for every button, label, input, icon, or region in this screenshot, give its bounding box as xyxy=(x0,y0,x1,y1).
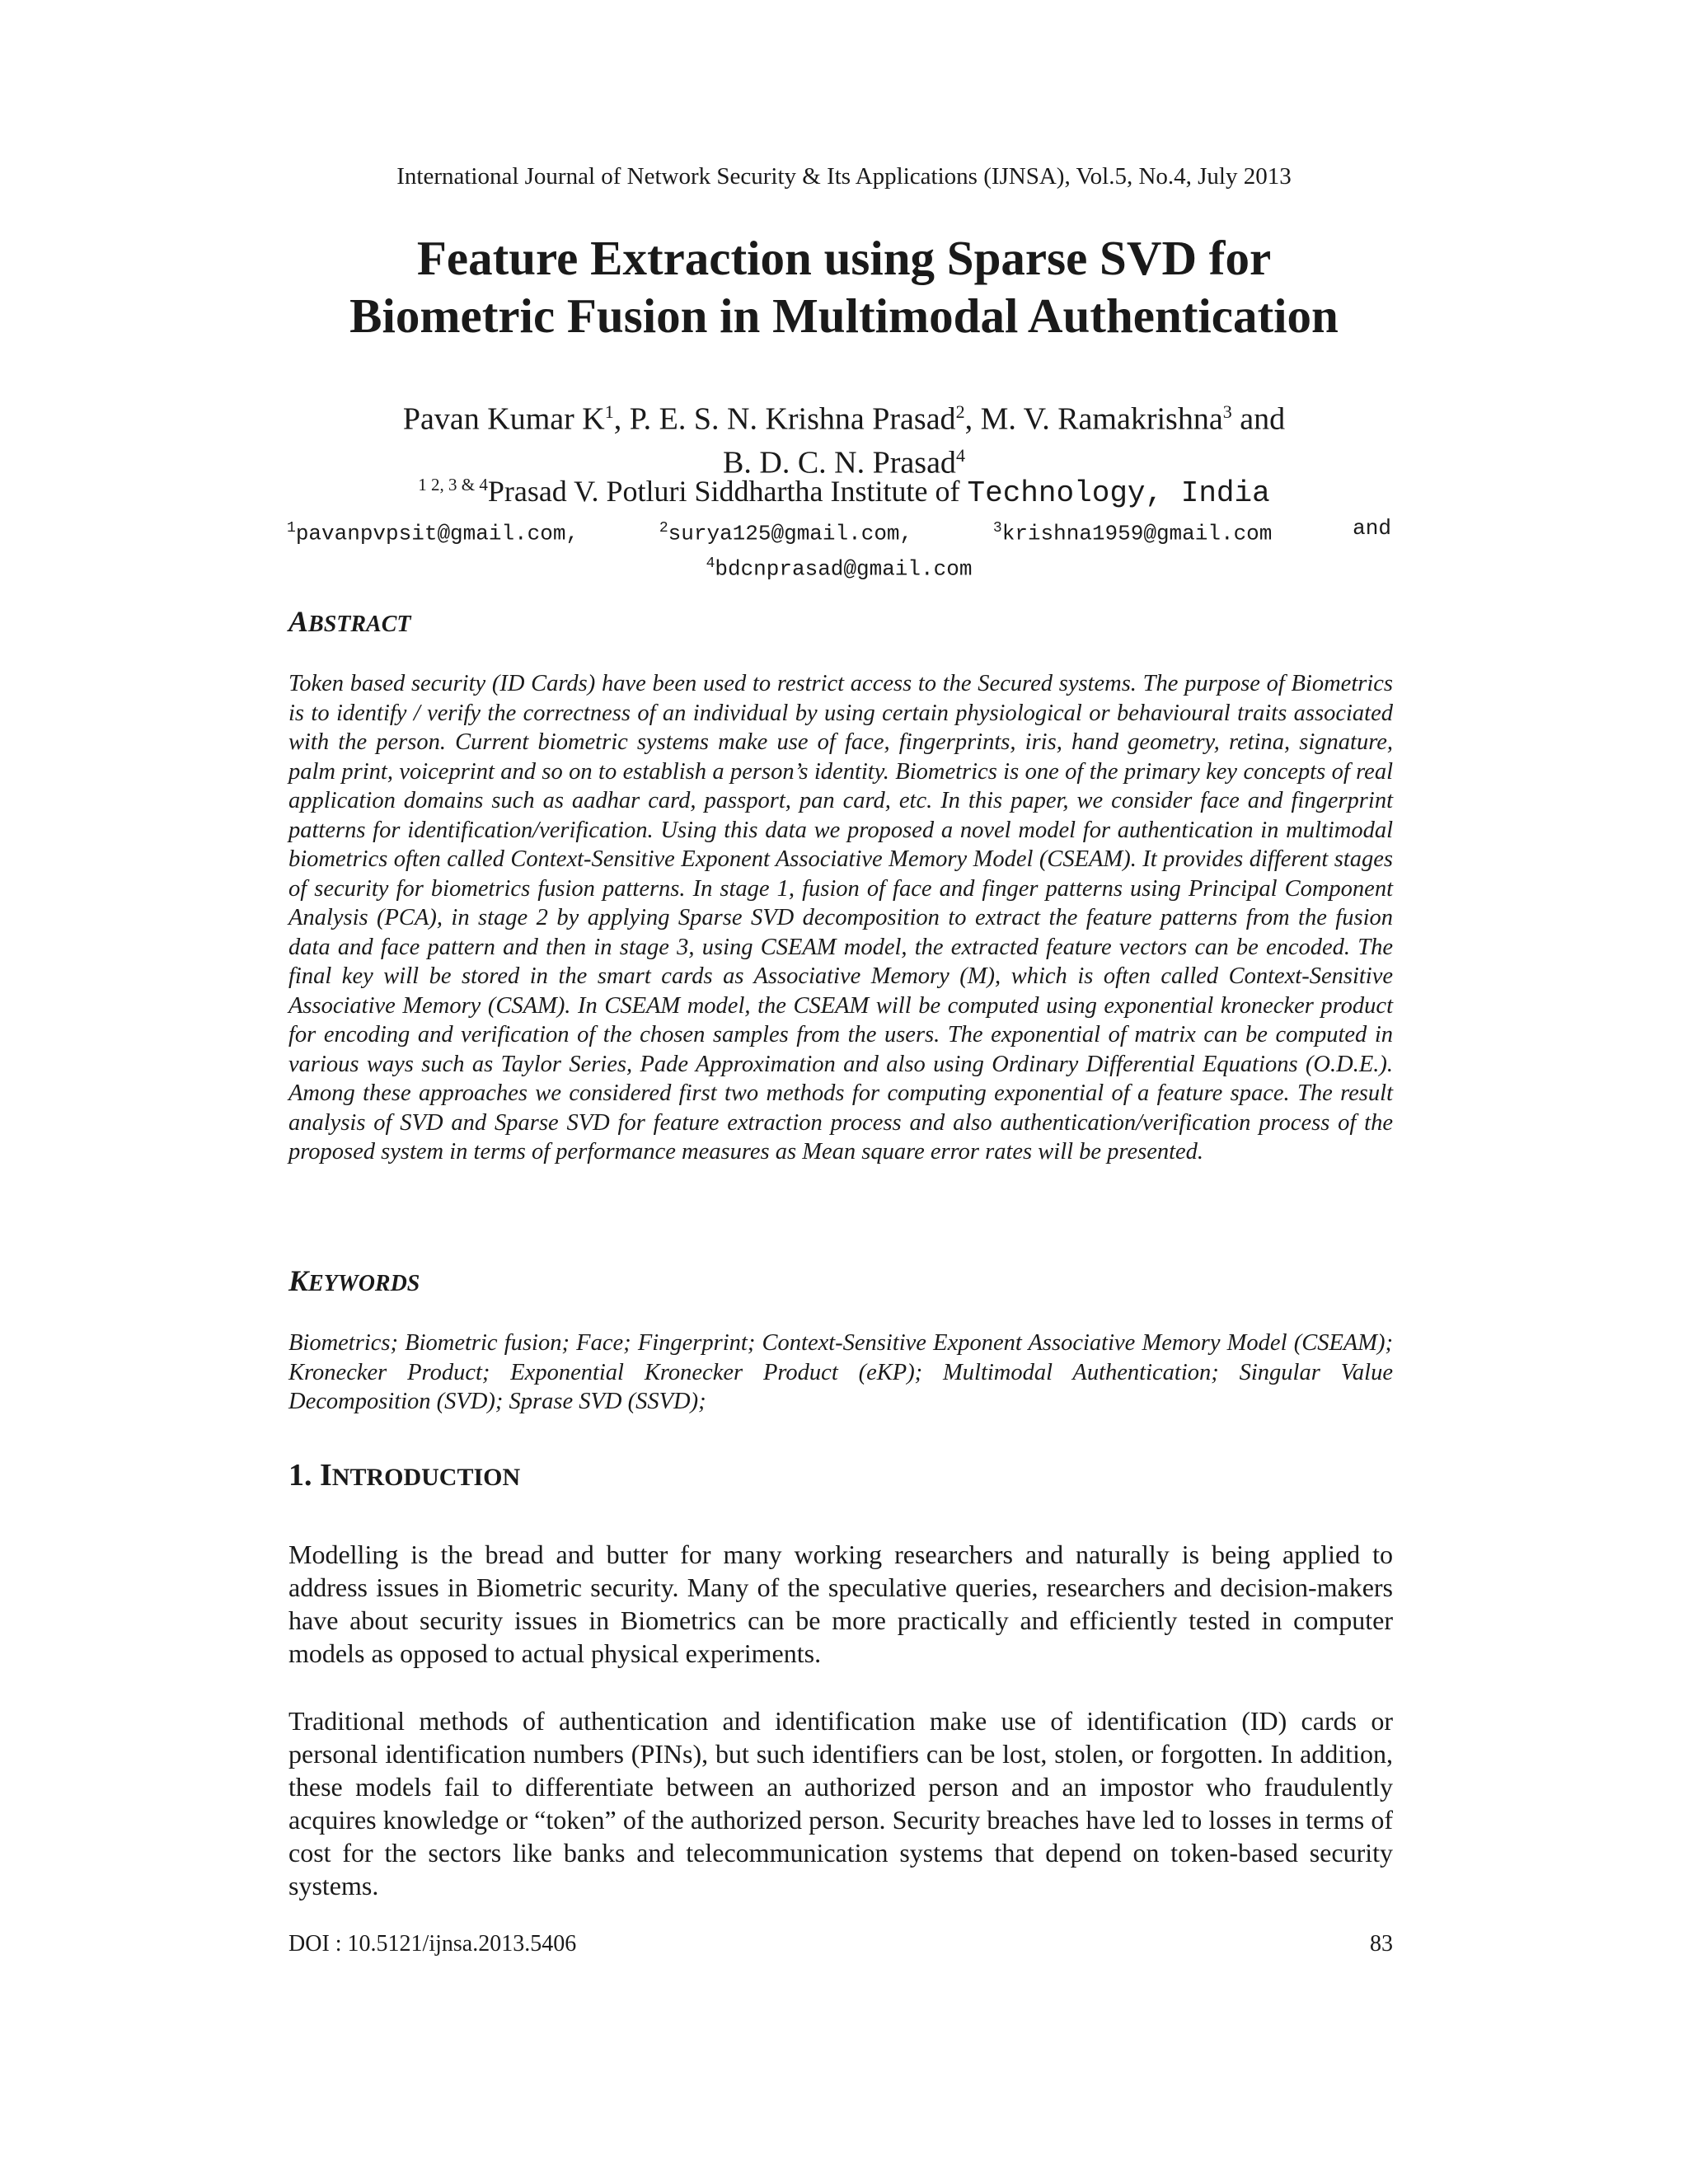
author-conjunction: and xyxy=(1231,401,1286,437)
email-address: pavanpvpsit@gmail.com, xyxy=(295,521,579,546)
heading-initial: K xyxy=(288,1264,309,1297)
author-superscript: 3 xyxy=(1222,401,1232,422)
email-address: surya125@gmail.com, xyxy=(668,521,913,546)
keywords-heading xyxy=(288,1263,420,1298)
author-superscript: 2 xyxy=(955,401,965,422)
author-name: B. D. C. N. Prasad xyxy=(723,445,956,480)
affiliation-text: Prasad V. Potluri Siddhartha Institute of xyxy=(487,475,968,508)
email-row-2 xyxy=(287,549,1391,584)
title-line-2: Biometric Fusion in Multimodal Authentication xyxy=(349,288,1339,343)
email-superscript: 3 xyxy=(992,520,1002,537)
email-superscript: 1 xyxy=(287,520,296,537)
author-name: , P. E. S. N. Krishna Prasad xyxy=(613,401,956,437)
email-2 xyxy=(659,513,912,549)
affiliation-text-mono: Technology, India xyxy=(967,476,1270,510)
email-3 xyxy=(993,513,1272,549)
email-1 xyxy=(287,513,579,549)
email-superscript: 2 xyxy=(659,520,668,537)
introduction-paragraph-1: Modelling is the bread and butter for many working researchers and naturally is being applied to address issues in Biometric security. Many of the speculative queries, researchers and decision-makers have about security issues in Biometrics can be more practically and efficiently tested in computer models as opposed to actual physical experiments. xyxy=(288,1540,1393,1668)
heading-rest: NTRODUCTION xyxy=(331,1464,521,1491)
author-name: Pavan Kumar K xyxy=(402,401,605,437)
email-address: bdcnprasad@gmail.com xyxy=(715,556,973,582)
heading-rest: BSTRACT xyxy=(308,612,411,637)
introduction-paragraph-2: Traditional methods of authentication and identification make use of identification (ID) cards or personal identification numbers (PINs), but such identifiers can be lost, stolen, or forgotten. In addition, these models fail to differentiate between an authorized person and an impostor who fraudulently acquires knowledge or “token” of the authorized person. Security breaches have led to losses in terms of cost for the sectors like banks and telecommunication systems that depend on token-based security systems. xyxy=(288,1706,1393,1900)
author-superscript: 1 xyxy=(604,401,614,422)
author-list xyxy=(0,394,1688,480)
heading-rest: EYWORDS xyxy=(308,1271,420,1296)
affiliation-superscript: 1 2, 3 & 4 xyxy=(418,475,488,494)
email-conjunction: and xyxy=(1353,516,1391,541)
affiliation xyxy=(0,474,1688,510)
introduction-heading xyxy=(288,1457,520,1493)
author-name: , M. V. Ramakrishna xyxy=(964,401,1223,437)
email-list xyxy=(287,513,1391,583)
abstract-body: Token based security (ID Cards) have been used to restrict access to the Secured systems. The purpose of Biometrics is to identify / verify the correctness of an individual by using certain physiological or behavioural traits associated with the person. Current biometric systems make use of face, fingerprints, iris, hand geometry, retina, signature, palm print, voiceprint and so on to establish a person’s identity. Biometrics is one of the primary key concepts of real application domains such as aadhar card, passport, pan card, etc. In this paper, we consider face and fingerprint patterns for identification/verification. Using this data we proposed a novel model for authentication in multimodal biometrics often called Context-Sensitive Exponent Associative Memory Model (CSEAM). It provides different stages of security for biometrics fusion patterns. In stage 1, fusion of face and finger patterns using Principal Component Analysis (PCA), in stage 2 by applying Sparse SVD decomposition to extract the feature patterns from the fusion data and face pattern and then in stage 3, using CSEAM model, the extracted feature vectors can be encoded. The final key will be stored in the smart cards as Associative Memory (M), which is often called Context-Sensitive Associative Memory (CSAM). In CSEAM model, the CSEAM will be computed using exponential kronecker product for encoding and verification of the chosen samples from the users. The exponential of matrix can be computed in various ways such as Taylor Series, Pade Approximation and also using Ordinary Differential Equations (O.D.E.). Among these approaches we considered first two methods for computing exponential of a feature space. The result analysis of SVD and Sparse SVD for feature extraction process and also authentication/verification process of the proposed system in terms of performance measures as Mean square error rates will be presented. xyxy=(288,671,1393,1165)
abstract-heading xyxy=(288,604,411,639)
paper-title xyxy=(0,229,1688,344)
author-line-1 xyxy=(0,394,1688,438)
heading-initial: A xyxy=(288,605,309,638)
heading-initial: 1. I xyxy=(288,1458,332,1493)
title-line-1: Feature Extraction using Sparse SVD for xyxy=(416,231,1272,285)
email-address: krishna1959@gmail.com xyxy=(1001,521,1273,546)
email-superscript: 4 xyxy=(706,555,715,572)
author-superscript: 4 xyxy=(955,444,965,466)
journal-header: International Journal of Network Security & Its Applications (IJNSA), Vol.5, No.4, July 2013 xyxy=(396,163,1292,190)
email-row-1 xyxy=(287,513,1391,549)
footer-doi: DOI : 10.5121/ijnsa.2013.5406 xyxy=(288,1931,577,1957)
keywords-body: Biometrics; Biometric fusion; Face; Fingerprint; Context-Sensitive Exponent Associative Memory Model (CSEAM); Kronecker Product; Exponential Kronecker Product (eKP); Multimodal Authentication; Singular Value Decomposition (SVD); Sprase SVD (SSVD); xyxy=(288,1330,1393,1414)
page-number: 83 xyxy=(1370,1931,1393,1957)
